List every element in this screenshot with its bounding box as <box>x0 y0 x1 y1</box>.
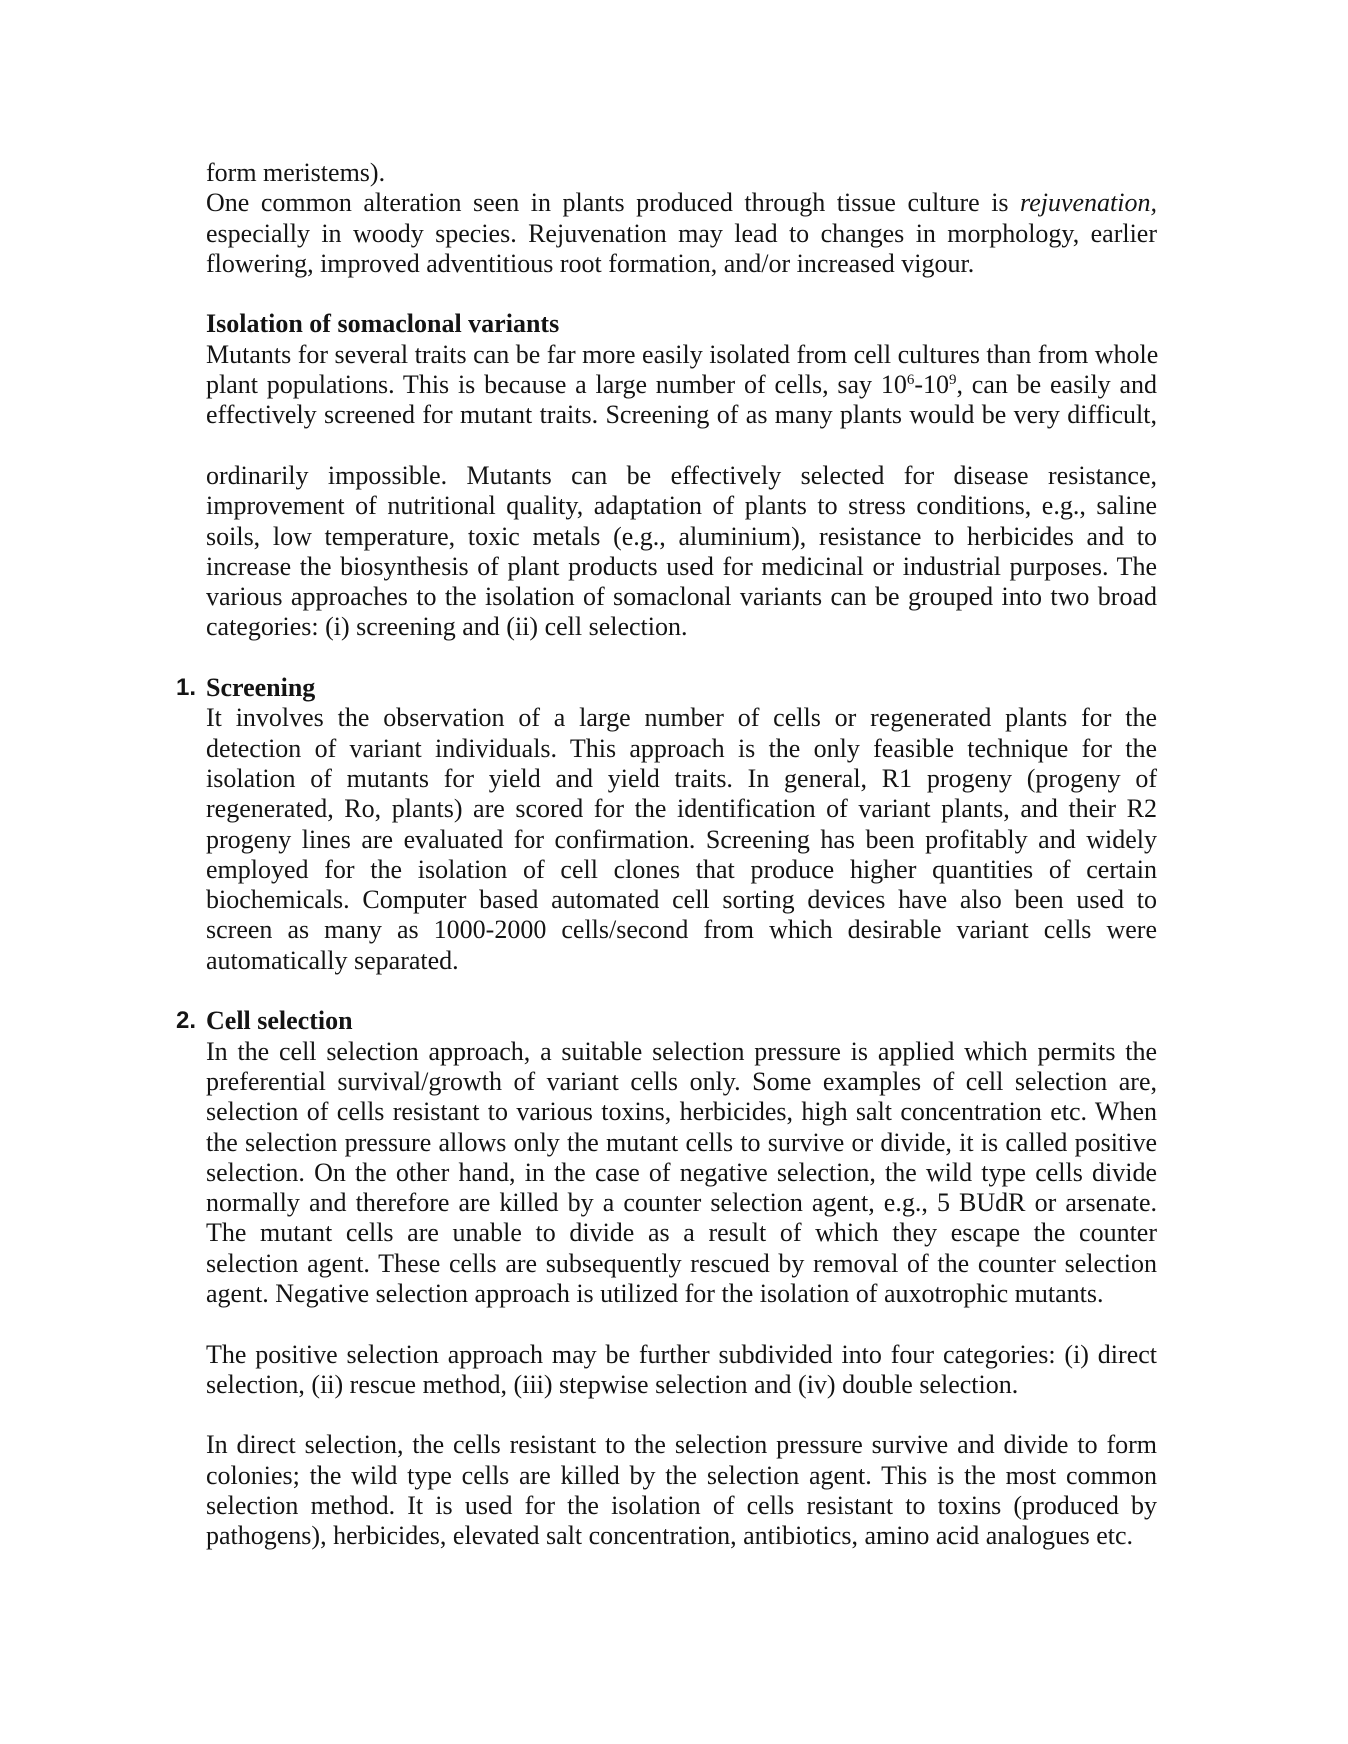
text-line: flowering, improved adventitious root formation, and/or increased vigour. <box>206 248 975 278</box>
text-line: screen as many as 1000-2000 cells/second from which desirable variant cells were <box>206 915 1157 945</box>
positive-selection-paragraph <box>206 1340 1157 1401</box>
text-line: ordinarily impossible. Mutants can be effectively selected for disease resistance, <box>206 460 1157 490</box>
text-line: plant populations. This is because a large number of cells, say $10^6-10^9$, can be easily and <box>206 370 1157 400</box>
section-heading: Cell selection <box>206 1006 353 1036</box>
blank-line <box>206 643 1157 673</box>
text-line: It involves the observation of a large number of cells or regenerated plants for the <box>206 703 1157 733</box>
section-heading: Screening <box>206 673 316 703</box>
superscript-exponent: 6 <box>906 372 915 389</box>
text-line: selection of cells resistant to various toxins, herbicides, high salt concentration etc. When <box>206 1097 1157 1127</box>
text-line: progeny lines are evaluated for confirmation. Screening has been profitably and widely <box>206 824 1157 854</box>
text-line: regenerated, Ro, plants) are scored for the identification of variant plants, and their R2 <box>206 794 1157 824</box>
text-line: selection, (ii) rescue method, (iii) stepwise selection and (iv) double selection. <box>206 1369 1019 1399</box>
text-line: soils, low temperature, toxic metals (e.g., aluminium), resistance to herbicides and to <box>206 521 1157 551</box>
text-line: selection agent. These cells are subsequently rescued by removal of the counter selection <box>206 1248 1157 1278</box>
text-line: agent. Negative selection approach is utilized for the isolation of auxotrophic mutants. <box>206 1278 1104 1308</box>
text-line: selection. On the other hand, in the case of negative selection, the wild type cells divide <box>206 1157 1157 1187</box>
text-line: detection of variant individuals. This approach is the only feasible technique for the <box>206 733 1157 763</box>
text-line: In the cell selection approach, a suitable selection pressure is applied which permits the <box>206 1036 1157 1066</box>
text-line: The mutant cells are unable to divide as a result of which they escape the counter <box>206 1218 1157 1248</box>
text-line: normally and therefore are killed by a counter selection agent, e.g., 5 BUdR or arsenate. <box>206 1188 1157 1218</box>
text-line: The positive selection approach may be further subdivided into four categories: (i) direct <box>206 1339 1157 1369</box>
text-line: isolation of mutants for yield and yield traits. In general, R1 progeny (progeny of <box>206 763 1157 793</box>
text-line: form meristems). <box>206 158 386 187</box>
intro-paragraph <box>206 158 1157 279</box>
text-line: various approaches to the isolation of somaclonal variants can be grouped into two broad <box>206 582 1157 612</box>
text-line: colonies; the wild type cells are killed by the selection agent. This is the most common <box>206 1460 1157 1490</box>
list-number: 1. <box>176 674 197 702</box>
text-line: In direct selection, the cells resistant to the selection pressure survive and divide to form <box>206 1430 1157 1460</box>
blank-line <box>206 976 1157 1006</box>
text-line: improvement of nutritional quality, adaptation of plants to stress conditions, e.g., saline <box>206 491 1157 521</box>
text-line: increase the biosynthesis of plant products used for medicinal or industrial purposes. The <box>206 551 1157 581</box>
text-line: effectively screened for mutant traits. Screening of as many plants would be very difficult, <box>206 400 1157 430</box>
blank-line <box>206 1400 1157 1430</box>
list-item-cell-selection <box>176 1006 1157 1309</box>
direct-selection-paragraph <box>206 1430 1157 1551</box>
text-line: Mutants for several traits can be far more easily isolated from cell cultures than from whole <box>206 339 1159 369</box>
text-line: categories: (i) screening and (ii) cell selection. <box>206 612 688 642</box>
text-line: biochemicals. Computer based automated cell sorting devices have also been used to <box>206 885 1157 915</box>
text-line: One common alteration seen in plants produced through tissue culture is rejuvenation, <box>206 188 1157 218</box>
section-heading: Isolation of somaclonal variants <box>206 309 560 339</box>
list-item-screening <box>176 673 1157 976</box>
text-line: the selection pressure allows only the mutant cells to survive or divide, it is called positive <box>206 1127 1157 1157</box>
text-line: selection method. It is used for the isolation of cells resistant to toxins (produced by <box>206 1491 1157 1521</box>
document-page <box>176 158 1159 1552</box>
emphasis-rejuvenation: rejuvenation, <box>1020 188 1157 218</box>
text-line: employed for the isolation of cell clones that produce higher quantities of certain <box>206 854 1157 884</box>
text-line: pathogens), herbicides, elevated salt concentration, antibiotics, amino acid analogues etc. <box>206 1521 1133 1551</box>
blank-line <box>206 279 1157 309</box>
isolation-section <box>206 309 1157 642</box>
text-line: especially in woody species. Rejuvenation may lead to changes in morphology, earlier <box>206 218 1157 248</box>
superscript-exponent: 9 <box>949 372 957 389</box>
list-number: 2. <box>176 1007 197 1035</box>
text-line: automatically separated. <box>206 945 459 975</box>
blank-line <box>206 1309 1157 1339</box>
text-line: preferential survival/growth of variant cells only. Some examples of cell selection are, <box>206 1066 1157 1096</box>
blank-line <box>206 431 1157 461</box>
